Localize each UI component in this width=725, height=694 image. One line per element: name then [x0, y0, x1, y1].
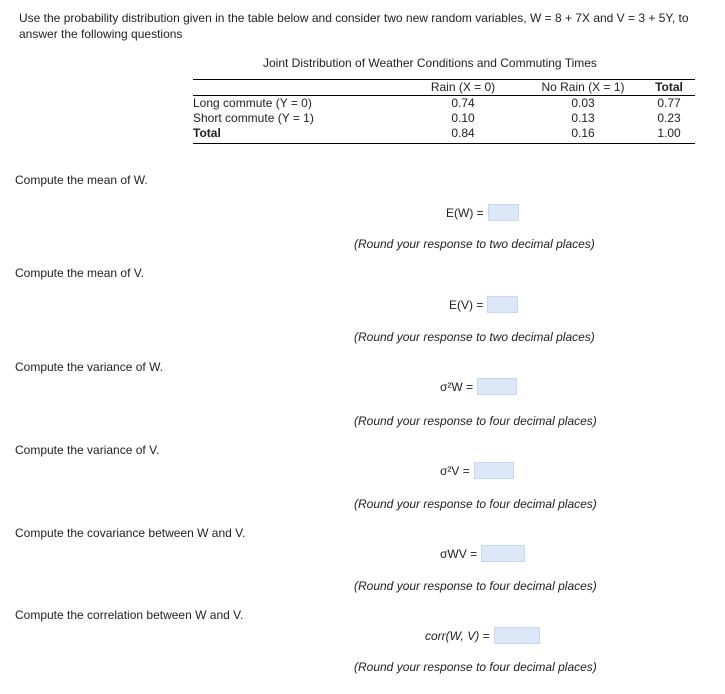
answer-row-correlation — [425, 627, 540, 644]
row-label: Total — [193, 126, 403, 144]
cell: 0.10 — [451, 111, 475, 125]
rounding-note: (Round your response to two decimal places) — [354, 330, 595, 344]
answer-row-mean-w — [446, 204, 519, 221]
table-row — [193, 96, 695, 112]
variance-w-input[interactable] — [477, 378, 517, 395]
answer-row-variance-w — [440, 378, 517, 395]
table-row — [193, 111, 695, 126]
question-mean-v: Compute the mean of V. — [15, 266, 144, 280]
header-blank — [193, 80, 403, 96]
answer-label: corr(W, V) = — [425, 628, 490, 643]
question-variance-w: Compute the variance of W. — [15, 360, 164, 374]
header-rain: Rain (X = 0) — [403, 80, 523, 96]
answer-row-covariance — [440, 545, 525, 562]
rounding-note: (Round your response to four decimal places) — [354, 497, 597, 511]
answer-label: E(W) = — [446, 205, 484, 220]
question-correlation: Compute the correlation between W and V. — [15, 608, 244, 622]
answer-label: σ²W = — [440, 379, 474, 394]
row-label: Short commute (Y = 1) — [193, 111, 314, 125]
answer-row-variance-v — [440, 462, 514, 479]
rounding-note: (Round your response to four decimal places) — [354, 579, 597, 593]
answer-label: σWV = — [440, 546, 478, 561]
table-row — [193, 126, 695, 144]
mean-v-input[interactable] — [487, 296, 518, 313]
row-label: Long commute (Y = 0) — [193, 96, 312, 110]
answer-label: σ²V = — [440, 463, 470, 478]
question-mean-w: Compute the mean of W. — [15, 173, 148, 187]
cell: 0.16 — [523, 126, 643, 144]
cell: 1.00 — [643, 126, 695, 144]
mean-w-input[interactable] — [488, 204, 519, 221]
cell: 0.77 — [657, 96, 681, 110]
cell: 0.74 — [451, 96, 475, 110]
cell: 0.03 — [571, 96, 595, 110]
header-total: Total — [643, 80, 695, 96]
intro-text: Use the probability distribution given in the table below and consider two new random variables, W = 8 + 7X and V = 3 + 5Y, to answer the following questions — [19, 11, 689, 41]
table-caption: Joint Distribution of Weather Conditions and Commuting Times — [263, 56, 597, 70]
cell: 0.84 — [403, 126, 523, 144]
table-header-row — [193, 80, 695, 96]
answer-label: E(V) = — [449, 297, 484, 312]
rounding-note: (Round your response to four decimal places) — [354, 414, 597, 428]
variance-v-input[interactable] — [474, 462, 514, 479]
header-no-rain: No Rain (X = 1) — [523, 80, 643, 96]
correlation-input[interactable] — [494, 627, 540, 644]
cell: 0.23 — [657, 111, 681, 125]
question-covariance: Compute the covariance between W and V. — [15, 526, 246, 540]
question-variance-v: Compute the variance of V. — [15, 443, 160, 457]
rounding-note: (Round your response to four decimal places) — [354, 660, 597, 674]
joint-distribution-table — [193, 79, 695, 144]
cell: 0.13 — [571, 111, 595, 125]
covariance-input[interactable] — [481, 545, 525, 562]
rounding-note: (Round your response to two decimal places) — [354, 237, 595, 251]
answer-row-mean-v — [449, 296, 518, 313]
